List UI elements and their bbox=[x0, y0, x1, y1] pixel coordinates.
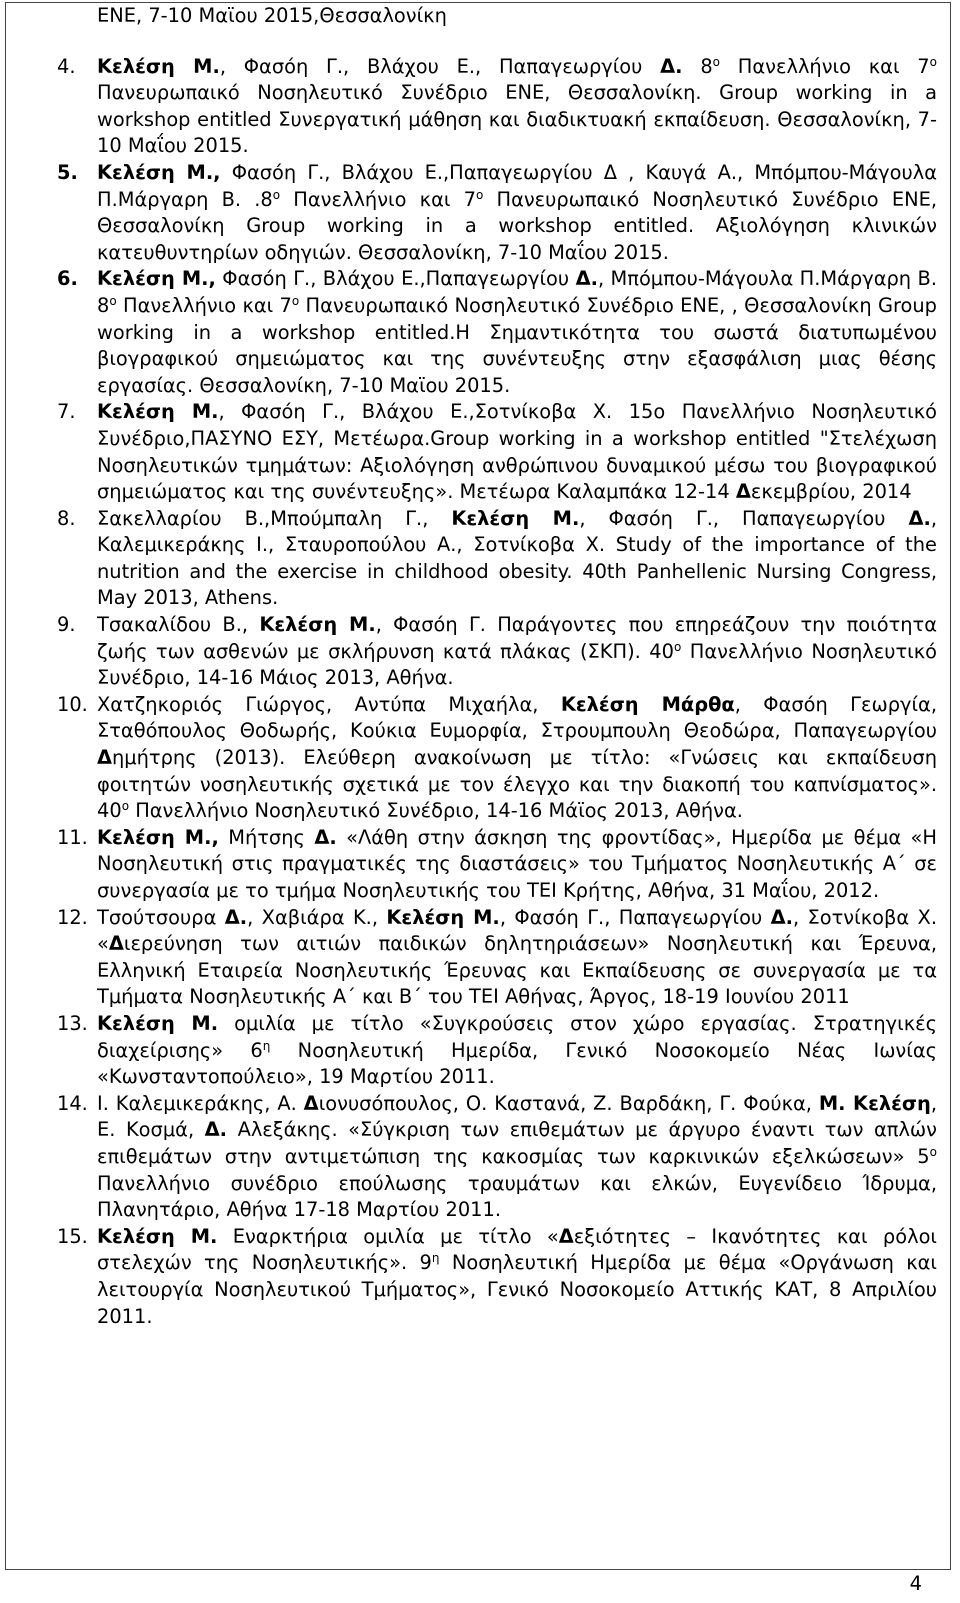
entry-text: Εναρκτήρια ομιλία με τίτλο « bbox=[217, 1224, 559, 1248]
bold-text: Δ. bbox=[314, 825, 337, 849]
entry-text: Φασόη Γ., Βλάχου Ε.,Παπαγεωργίου bbox=[215, 267, 576, 291]
entry-number: 11. bbox=[57, 825, 88, 849]
bold-text: Δ. bbox=[575, 267, 598, 291]
entries-list bbox=[57, 54, 937, 1331]
bold-text: Κελέση Μ. bbox=[259, 613, 376, 637]
entry-text: Τσακαλίδου Β., bbox=[97, 613, 260, 637]
publication-entry bbox=[57, 1224, 937, 1330]
entry-text: ομιλία με τίτλο «Συγκρούσεις στον χώρο εργασίας. Στρατηγικές διαχείρισης» 6 bbox=[97, 1011, 937, 1062]
entry-text: Αλεξάκης. «Σύγκριση των επιθεμάτων με άργυρο έναντι των απλών επιθεμάτων στην αντιμετώπιση της κακοσμίας των καρκινικών εξελκώσεων» 5 bbox=[97, 1118, 937, 1168]
bold-text: Δ. bbox=[204, 1118, 228, 1142]
entry-text: Πανελλήνιο Νοσηλευτικό Συνέδριο, 14-16 Μάϊος 2013, Αθήνα. bbox=[129, 799, 743, 823]
superscript-text: ο bbox=[929, 1144, 937, 1159]
publication-list bbox=[57, 3, 937, 1330]
bold-text: Δ. bbox=[770, 905, 793, 929]
bold-text: Δ bbox=[303, 1091, 319, 1115]
bold-text: Δ bbox=[97, 746, 113, 770]
publication-entry bbox=[57, 905, 937, 1011]
entry-text: Σακελλαρίου Β.,Μπούμπαλη Γ., bbox=[97, 506, 452, 530]
entry-number: 10. bbox=[57, 692, 88, 716]
entry-number: 14. bbox=[57, 1091, 88, 1115]
entry-text: εκεμβρίου, 2014 bbox=[750, 480, 912, 504]
bold-text: Δ. bbox=[908, 506, 931, 530]
entry-text: Πανευρωπαικό Νοσηλευτικό Συνέδριο ΕΝΕ, Θεσσαλονίκη Group working in a workshop entitled. Αξιολόγηση κλινικών κατευθυντηρίων οδηγιών. Θεσσαλονίκη, 7-10 Μαΐου 2015. bbox=[97, 187, 937, 264]
entry-text: , Χαβιάρα Κ., bbox=[247, 905, 387, 929]
superscript-text: ο bbox=[272, 187, 281, 202]
entry-number: 7. bbox=[57, 400, 76, 424]
bold-text: Μ. Κελέση bbox=[818, 1091, 931, 1115]
publication-entry bbox=[57, 54, 937, 160]
entry-number: 15. bbox=[57, 1224, 88, 1248]
bold-text: Κελέση Μ., bbox=[97, 160, 221, 184]
bold-text: Κελέση Μ., bbox=[97, 825, 219, 849]
entry-text: Πανελλήνιο και 7 bbox=[280, 187, 476, 211]
entry-text: , Φασόη Γ. Παράγοντες που επηρεάζουν την ποιότητα ζωής των ασθενών με σκλήρυνση κατά πλάκας (ΣΚΠ). 40 bbox=[97, 613, 937, 663]
entry-text: , Μπόμπου-Μάγουλα Π.Μάργαρη Β. 8 bbox=[97, 267, 937, 317]
entry-text: , Ε. Κοσμά, bbox=[97, 1091, 938, 1142]
bold-text: Κελέση Μ. bbox=[97, 400, 219, 424]
entry-number: 12. bbox=[57, 905, 88, 929]
entry-text: ημήτρης (2013). Ελεύθερη ανακοίνωση με τίτλο: «Γνώσεις και εκπαίδευση φοιτητών νοσηλευτικής σχετικά με τον έλεγχο και την διακοπή του καπνίσματος». 40 bbox=[97, 746, 937, 823]
bold-text: Κελέση Μ., bbox=[97, 267, 216, 291]
entry-number: 9. bbox=[57, 613, 76, 637]
entry-text: Φασόη Γ., Βλάχου Ε.,Παπαγεωργίου Δ , Καυγά Α., Μπόμπου-Μάγουλα Π.Μάργαρη Β. .8 bbox=[97, 160, 938, 211]
bold-text: Κελέση Μ. bbox=[97, 54, 220, 78]
entry-text: , Φασόη Γ., Βλάχου Ε., Παπαγεωργίου bbox=[219, 54, 661, 78]
entry-number: 5. bbox=[57, 160, 78, 184]
entry-text: 8 bbox=[682, 54, 713, 78]
superscript-text: η bbox=[262, 1038, 271, 1053]
entry-text: Χατζηκοριός Γιώργος, Αντύπα Μιχαήλα, bbox=[97, 692, 561, 716]
bold-text: Κελέση Μ. bbox=[386, 905, 500, 929]
page-number: 4 bbox=[909, 1572, 922, 1595]
bold-text: Κελέση Μ. bbox=[97, 1224, 218, 1248]
entry-text: «Λάθη στην άσκηση της φροντίδας», Ημερίδα με θέμα «Η Νοσηλευτική στις πραγματικές της διαστάσεις» του Τμήματος Νοσηλευτικής Α΄ σε συνεργασία με το τμήμα Νοσηλευτικής του ΤΕΙ Κρήτης, Αθήνα, 31 Μαΐου, 2012. bbox=[97, 825, 937, 902]
entry-text: Μήτσης bbox=[218, 825, 315, 849]
publication-entry bbox=[57, 1011, 937, 1091]
entry-text: , Καλεμικεράκης Ι., Σταυροπούλου Α., Σοτνίκοβα Χ. Study of the importance of the nutrition and the exercise in childhood obesity. 40th Panhellenic Nursing Congress, May 2013, Athens. bbox=[97, 506, 937, 610]
entry-number: 8. bbox=[57, 506, 76, 530]
entry-number: 13. bbox=[57, 1011, 88, 1035]
bold-text: Κελέση Μ. bbox=[97, 1011, 219, 1035]
bold-text: Κελέση Μ. bbox=[451, 506, 580, 530]
superscript-text: ο bbox=[673, 639, 682, 654]
entry-text: Πανελλήνιο και 7 bbox=[720, 54, 930, 78]
entry-text: Πανελλήνιο και 7 bbox=[116, 293, 292, 317]
entry-text: Ι. Καλεμικεράκης, Α. bbox=[97, 1091, 304, 1115]
bold-text: Δ bbox=[735, 480, 751, 504]
entry-text: Πανελλήνιο Νοσηλευτικό Συνέδριο, 14-16 Μάιος 2013, Αθήνα. bbox=[97, 639, 937, 690]
entry-text: , Φασόη Γ., Παπαγεωργίου bbox=[499, 905, 771, 929]
superscript-text: ο bbox=[291, 293, 300, 308]
entry-text: ιονυσόπουλος, Ο. Καστανά, Ζ. Βαρδάκη, Γ. Φούκα, bbox=[318, 1091, 819, 1115]
superscript-text: ο bbox=[929, 54, 937, 69]
entry-text: , Σοτνίκοβα Χ. « bbox=[97, 905, 937, 956]
superscript-text: ο bbox=[475, 187, 484, 202]
superscript-text: ο bbox=[712, 54, 721, 69]
spacer bbox=[57, 30, 937, 54]
bold-text: Δ. bbox=[660, 54, 683, 78]
entry-text: Τσούτσουρα bbox=[97, 905, 225, 929]
entry-text: Νοσηλευτική Ημερίδα με θέμα «Οργάνωση και λειτουργία Νοσηλευτικού Τμήματος», Γενικό Νοσοκομείο Αττικής ΚΑΤ, 8 Απριλίου 2011. bbox=[97, 1251, 937, 1328]
superscript-text: ο bbox=[121, 799, 130, 814]
entry-text: εξιότητες – Ικανότητες και ρόλοι στελεχών της Νοσηλευτικής». 9 bbox=[97, 1224, 937, 1275]
bold-text: Δ bbox=[558, 1224, 574, 1248]
entry-text: , Φασόη Γεωργία, Σταθόπουλος Θοδωρής, Κούκια Ευμορφία, Στρουμπουλη Θεοδώρα, Παπαγεωργίου bbox=[97, 692, 937, 743]
superscript-text: ο bbox=[109, 293, 117, 308]
publication-entry bbox=[57, 399, 937, 505]
continued-entry-line: ΕΝΕ, 7-10 Μαϊου 2015,Θεσσαλονίκη bbox=[97, 4, 447, 27]
entry-number: 6. bbox=[57, 267, 78, 291]
publication-entry bbox=[57, 825, 937, 905]
publication-entry bbox=[57, 612, 937, 692]
publication-entry bbox=[57, 506, 937, 612]
publication-entry bbox=[57, 692, 937, 825]
entry-text: Πανευρωπαικό Νοσηλευτικό Συνέδριο ΕΝΕ, , Θεσσαλονίκη Group working in a workshop entitled.Η Σημαντικότητα του σωστά διατυπωμένου βιογραφικού σημειώματος και της συνέντευξης στην εξασφάλιση μιας θέσης εργασίας. Θεσσαλονίκη, 7-10 Μαϊου 2015. bbox=[97, 293, 937, 397]
bold-text: Κελέση Μάρθα bbox=[560, 692, 735, 716]
bold-text: Δ bbox=[108, 932, 124, 956]
entry-text: , Φασόη Γ., Παπαγεωργίου bbox=[579, 506, 909, 530]
superscript-text: η bbox=[431, 1251, 440, 1266]
bold-text: Δ. bbox=[224, 905, 248, 929]
publication-entry bbox=[57, 1091, 937, 1224]
entry-text: Νοσηλευτική Ημερίδα, Γενικό Νοσοκομείο Νέας Ιωνίας «Κωνσταντοπούλειο», 19 Μαρτίου 2011. bbox=[97, 1038, 937, 1089]
entry-text: Πανελλήνιο συνέδριο επούλωσης τραυμάτων και ελκών, Ευγενίδειο Ίδρυμα, Πλανητάριο, Αθήνα 17-18 Μαρτίου 2011. bbox=[97, 1171, 937, 1222]
entry-number: 4. bbox=[57, 54, 76, 78]
entry-text: ιερεύνηση των αιτιών παιδικών δηλητηριάσεων» Νοσηλευτική και Έρευνα, Ελληνική Εταιρεία Νοσηλευτικής Έρευνας και Εκπαίδευσης σε συνεργασία με τα Τμήματα Νοσηλευτικής Α΄ και Β΄ του ΤΕΙ Αθήνας, Άργος, 18-19 Ιουνίου 2011 bbox=[97, 932, 937, 1009]
publication-entry bbox=[57, 160, 937, 266]
entry-text: Πανευρωπαικό Νοσηλευτικό Συνέδριο ΕΝΕ, Θεσσαλονίκη. Group working in a workshop entitled Συνεργατική μάθηση και διαδικτυακή εκπαίδευση. Θεσσαλονίκη, 7-10 Μαΐου 2015. bbox=[97, 81, 937, 158]
publication-entry bbox=[57, 266, 937, 399]
entry-text: , Φασόη Γ., Βλάχου Ε.,Σοτνίκοβα Χ. 15ο Πανελλήνιο Νοσηλευτικό Συνέδριο,ΠΑΣΥΝΟ ΕΣΥ, Μετέωρα.Group working in a workshop entitled "Στελέχωση Νοσηλευτικών τμημάτων: Αξιολόγηση ανθρώπινου δυναμικού μέσω του βιογραφικού σημειώματος και της συνέντευξης». Μετέωρα Καλαμπάκα 12-14 bbox=[97, 400, 938, 504]
